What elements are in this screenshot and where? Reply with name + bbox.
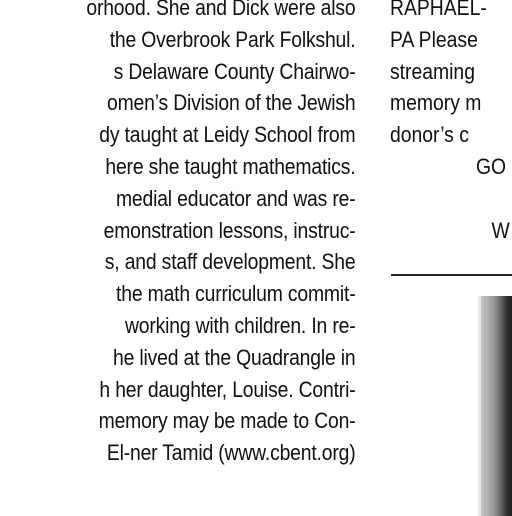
text-line: dy taught at Leidy School from xyxy=(99,122,356,148)
text-line: PA Please xyxy=(390,26,478,52)
text-line: emonstration lessons, instruc- xyxy=(103,217,356,243)
text-line: memory may be made to Con- xyxy=(98,408,356,434)
text-line: the Overbrook Park Folkshul. xyxy=(109,26,356,52)
text-line: he lived at the Quadrangle in xyxy=(113,344,356,370)
text-line: RAPHAEL- xyxy=(390,0,487,20)
text-line: s, and staff development. She xyxy=(104,249,356,275)
text-line: h her daughter, Louise. Contri- xyxy=(99,376,356,402)
text-line: omen’s Division of the Jewish xyxy=(107,90,356,116)
text-line: s Delaware County Chairwo- xyxy=(113,58,356,84)
text-line: memory m xyxy=(390,90,482,116)
photo-border xyxy=(478,296,481,516)
text-line: El-ner Tamid (www.cbent.org) xyxy=(106,440,356,466)
section-divider xyxy=(391,274,512,276)
text-line: orhood. She and Dick were also xyxy=(86,0,356,20)
portrait-photo xyxy=(478,296,512,516)
text-line: here she taught mathematics. xyxy=(105,153,356,179)
text-line: working with children. In re- xyxy=(124,312,356,338)
text-line: medial educator and was re- xyxy=(115,185,356,211)
text-line: the math curriculum commit- xyxy=(116,281,356,307)
text-line: W xyxy=(491,217,510,243)
obituary-column-right xyxy=(390,0,510,246)
text-line: donor’s c xyxy=(390,122,469,148)
text-line: streaming xyxy=(390,58,475,84)
text-line: GO xyxy=(476,153,507,179)
blank-line xyxy=(390,183,510,215)
